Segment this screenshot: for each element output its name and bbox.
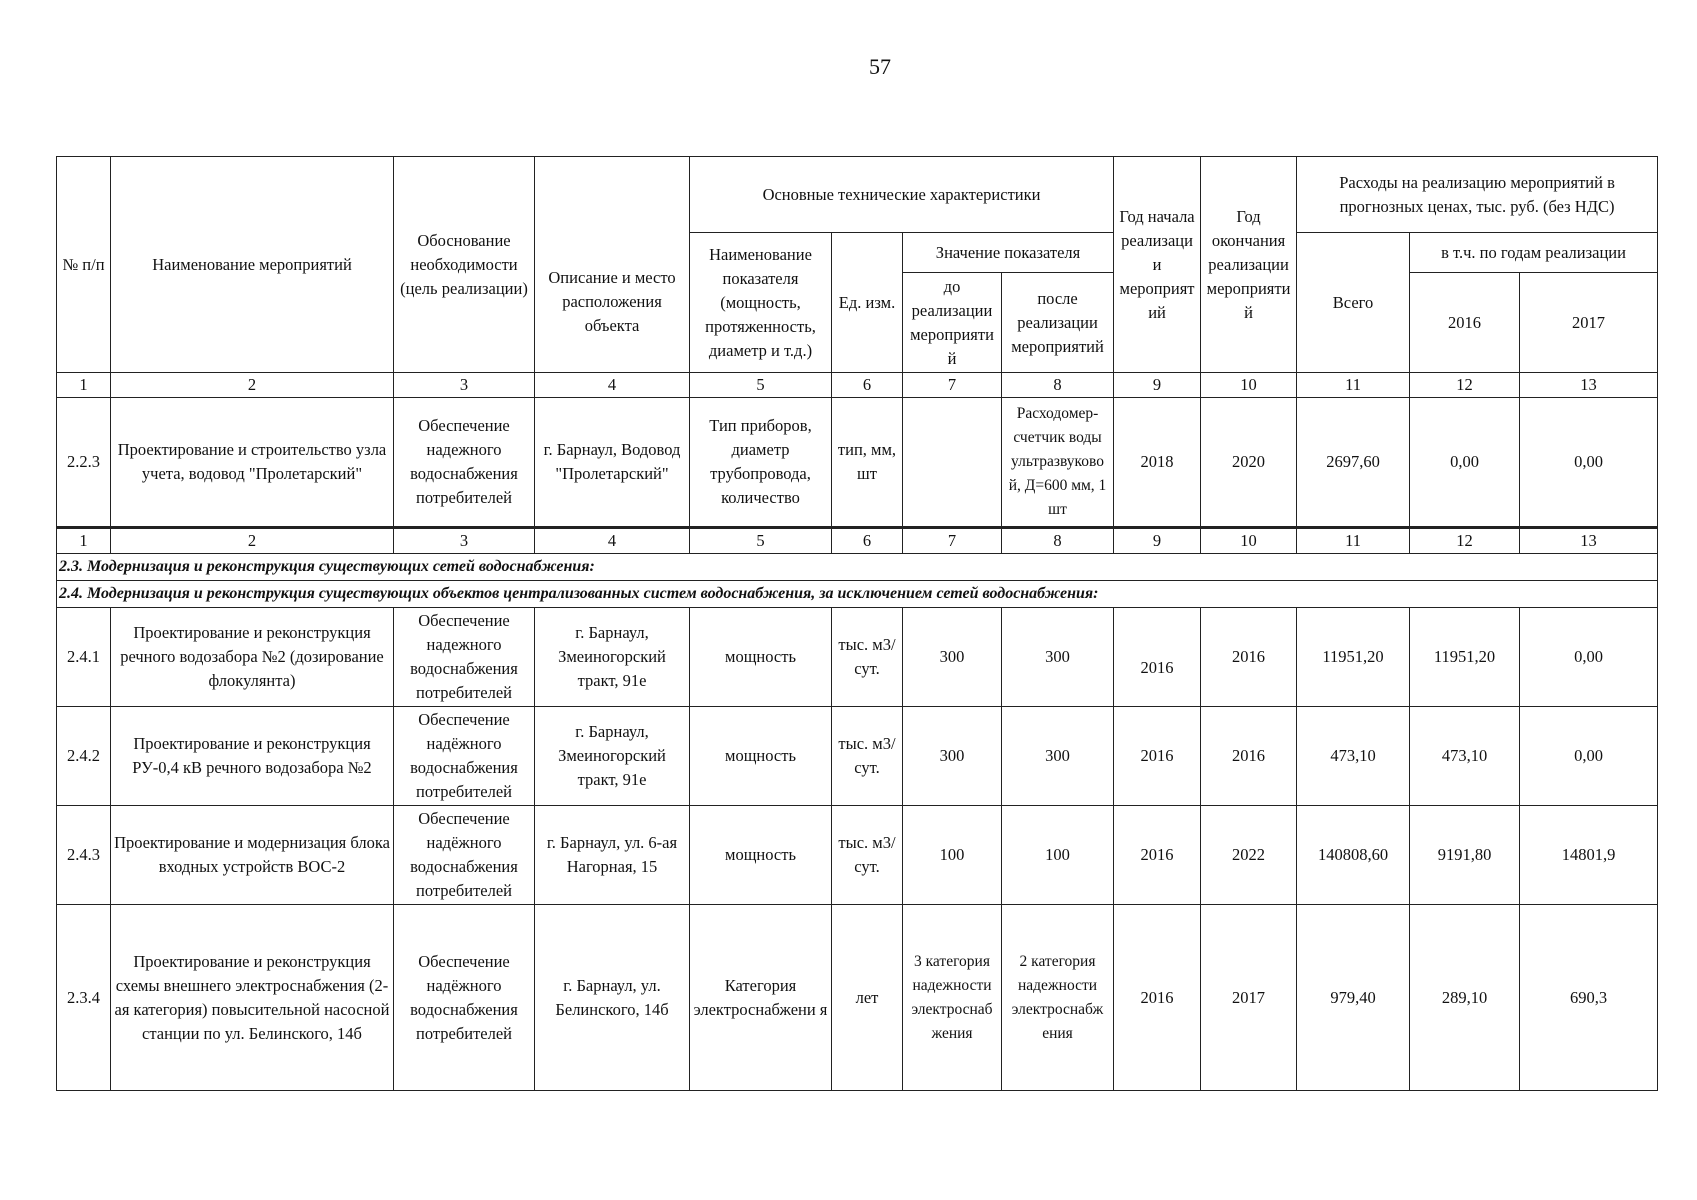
row-2016: 11951,20 — [1410, 608, 1520, 707]
row-name: Проектирование и модернизация блока входных устройств ВОС-2 — [111, 806, 394, 905]
row-num: 2.4.3 — [57, 806, 111, 905]
col-number: 3 — [394, 528, 535, 554]
header-costs: Расходы на реализацию мероприятий в прогнозных ценах, тыс. руб. (без НДС) — [1297, 157, 1658, 233]
row-description: г. Барнаул, ул. Белинского, 14б — [535, 905, 690, 1091]
row-name: Проектирование и реконструкция РУ-0,4 кВ речного водозабора №2 — [111, 707, 394, 806]
row-start-year: 2016 — [1114, 806, 1201, 905]
table-row — [57, 398, 1658, 528]
row-2017: 690,3 — [1520, 905, 1658, 1091]
header-indicator-value: Значение показателя — [903, 233, 1114, 273]
header-tech: Основные технические характеристики — [690, 157, 1114, 233]
row-name: Проектирование и реконструкция речного водозабора №2 (дозирование флокулянта) — [111, 608, 394, 707]
row-name: Проектирование и строительство узла учета, водовод "Пролетарский" — [111, 398, 394, 528]
row-after: 300 — [1002, 707, 1114, 806]
col-number: 4 — [535, 528, 690, 554]
col-number: 8 — [1002, 373, 1114, 398]
table-row — [57, 806, 1658, 905]
header-start-year: Год начала реализаци и мероприят ий — [1114, 157, 1201, 373]
row-end-year: 2022 — [1201, 806, 1297, 905]
column-numbers-row — [57, 373, 1658, 398]
row-start-year: 2016 — [1114, 608, 1201, 707]
table-row — [57, 707, 1658, 806]
col-number: 1 — [57, 373, 111, 398]
col-number: 13 — [1520, 528, 1658, 554]
col-number: 11 — [1297, 528, 1410, 554]
row-before: 100 — [903, 806, 1002, 905]
row-start-year: 2018 — [1114, 398, 1201, 528]
header-after: после реализации мероприятий — [1002, 273, 1114, 373]
row-after: 2 категория надежности электроснабж ения — [1002, 905, 1114, 1091]
row-2016: 473,10 — [1410, 707, 1520, 806]
row-justification: Обеспечение надёжного водоснабжения потребителей — [394, 806, 535, 905]
row-end-year: 2017 — [1201, 905, 1297, 1091]
row-justification: Обеспечение надёжного водоснабжения потребителей — [394, 707, 535, 806]
col-number: 12 — [1410, 373, 1520, 398]
header-name: Наименование мероприятий — [111, 157, 394, 373]
header-description: Описание и место расположения объекта — [535, 157, 690, 373]
row-end-year: 2016 — [1201, 707, 1297, 806]
row-after: Расходомер-счетчик воды ультразвуково й, Д=600 мм, 1 шт — [1002, 398, 1114, 528]
table-row — [57, 905, 1658, 1091]
row-2017: 0,00 — [1520, 707, 1658, 806]
col-number: 2 — [111, 373, 394, 398]
row-2016: 0,00 — [1410, 398, 1520, 528]
row-description: г. Барнаул, Змеиногорский тракт, 91е — [535, 707, 690, 806]
row-unit: тыс. м3/сут. — [832, 806, 903, 905]
row-before: 300 — [903, 707, 1002, 806]
row-num: 2.4.1 — [57, 608, 111, 707]
row-justification: Обеспечение надёжного водоснабжения потребителей — [394, 905, 535, 1091]
col-number: 4 — [535, 373, 690, 398]
row-2016: 289,10 — [1410, 905, 1520, 1091]
col-number: 7 — [903, 528, 1002, 554]
header-year-2017: 2017 — [1520, 273, 1658, 373]
row-unit: тип, мм, шт — [832, 398, 903, 528]
col-number: 5 — [690, 528, 832, 554]
header-end-year: Год окончания реализации мероприяти й — [1201, 157, 1297, 373]
header-row-1 — [57, 157, 1658, 233]
row-num: 2.4.2 — [57, 707, 111, 806]
col-number: 10 — [1201, 528, 1297, 554]
row-end-year: 2020 — [1201, 398, 1297, 528]
row-indicator: мощность — [690, 608, 832, 707]
row-unit: лет — [832, 905, 903, 1091]
col-number: 1 — [57, 528, 111, 554]
col-number: 6 — [832, 373, 903, 398]
row-total: 2697,60 — [1297, 398, 1410, 528]
row-name: Проектирование и реконструкция схемы внешнего электроснабжения (2-ая категория) повысительной насосной станции по ул. Белинского, 14б — [111, 905, 394, 1091]
row-2017: 0,00 — [1520, 398, 1658, 528]
row-indicator: мощность — [690, 707, 832, 806]
row-total: 473,10 — [1297, 707, 1410, 806]
row-after: 100 — [1002, 806, 1114, 905]
row-justification: Обеспечение надежного водоснабжения потребителей — [394, 608, 535, 707]
row-2017: 14801,9 — [1520, 806, 1658, 905]
row-unit: тыс. м3/сут. — [832, 608, 903, 707]
section-row — [57, 581, 1658, 608]
section-heading: 2.3. Модернизация и реконструкция существующих сетей водоснабжения: — [57, 554, 1658, 581]
row-total: 140808,60 — [1297, 806, 1410, 905]
row-indicator: мощность — [690, 806, 832, 905]
row-total: 979,40 — [1297, 905, 1410, 1091]
col-number: 3 — [394, 373, 535, 398]
section-row — [57, 554, 1658, 581]
col-number: 9 — [1114, 528, 1201, 554]
row-indicator: Тип приборов, диаметр трубопровода, количество — [690, 398, 832, 528]
row-unit: тыс. м3/сут. — [832, 707, 903, 806]
row-num: 2.2.3 — [57, 398, 111, 528]
row-indicator: Категория электроснабжени я — [690, 905, 832, 1091]
header-indicator-name: Наименование показателя (мощность, протяженность, диаметр и т.д.) — [690, 233, 832, 373]
column-numbers-row — [57, 528, 1658, 554]
col-number: 12 — [1410, 528, 1520, 554]
row-total: 11951,20 — [1297, 608, 1410, 707]
row-justification: Обеспечение надежного водоснабжения потребителей — [394, 398, 535, 528]
row-2016: 9191,80 — [1410, 806, 1520, 905]
header-total: Всего — [1297, 233, 1410, 373]
col-number: 9 — [1114, 373, 1201, 398]
row-num: 2.3.4 — [57, 905, 111, 1091]
col-number: 7 — [903, 373, 1002, 398]
col-number: 5 — [690, 373, 832, 398]
row-start-year: 2016 — [1114, 905, 1201, 1091]
row-start-year: 2016 — [1114, 707, 1201, 806]
header-before: до реализации мероприяти й — [903, 273, 1002, 373]
table-row — [57, 608, 1658, 707]
col-number: 13 — [1520, 373, 1658, 398]
row-before — [903, 398, 1002, 528]
section-heading: 2.4. Модернизация и реконструкция существующих объектов централизованных систем водоснабжения, за исключением сетей водоснабжения: — [57, 581, 1658, 608]
row-before: 3 категория надежности электроснаб жения — [903, 905, 1002, 1091]
row-description: г. Барнаул, Водовод "Пролетарский" — [535, 398, 690, 528]
row-description: г. Барнаул, ул. 6-ая Нагорная, 15 — [535, 806, 690, 905]
col-number: 2 — [111, 528, 394, 554]
col-number: 8 — [1002, 528, 1114, 554]
row-end-year: 2016 — [1201, 608, 1297, 707]
col-number: 6 — [832, 528, 903, 554]
col-number: 10 — [1201, 373, 1297, 398]
measures-table — [56, 156, 1658, 1091]
page-number: 57 — [869, 54, 891, 79]
row-before: 300 — [903, 608, 1002, 707]
header-justification: Обоснование необходимости (цель реализации) — [394, 157, 535, 373]
header-num: № п/п — [57, 157, 111, 373]
header-unit: Ед. изм. — [832, 233, 903, 373]
header-by-years: в т.ч. по годам реализации — [1410, 233, 1658, 273]
row-description: г. Барнаул, Змеиногорский тракт, 91е — [535, 608, 690, 707]
col-number: 11 — [1297, 373, 1410, 398]
header-year-2016: 2016 — [1410, 273, 1520, 373]
row-after: 300 — [1002, 608, 1114, 707]
row-2017: 0,00 — [1520, 608, 1658, 707]
